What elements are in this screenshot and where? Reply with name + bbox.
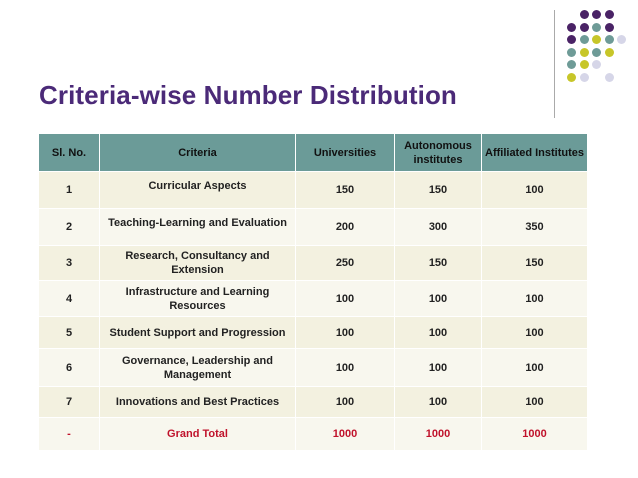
decorative-vertical-line bbox=[554, 10, 555, 118]
cell-criteria bbox=[100, 281, 296, 317]
cell-universities: 100 bbox=[296, 281, 395, 317]
decorative-dot bbox=[605, 23, 614, 32]
decorative-dot bbox=[567, 60, 576, 69]
cell-sl-no: - bbox=[39, 418, 100, 451]
decorative-dot bbox=[605, 73, 614, 82]
cell-criteria-label: Infrastructure and Learning Resources bbox=[125, 285, 270, 312]
table-row bbox=[39, 349, 588, 387]
cell-criteria bbox=[100, 246, 296, 281]
cell-criteria-label: Governance, Leadership and Management bbox=[122, 354, 273, 381]
decorative-dot bbox=[617, 35, 626, 44]
decorative-dot bbox=[605, 10, 614, 19]
table-row bbox=[39, 172, 588, 209]
decorative-dot bbox=[592, 60, 601, 69]
cell-affiliated: 150 bbox=[482, 246, 588, 281]
slide-title: Criteria-wise Number Distribution bbox=[39, 80, 457, 110]
table-row-grand-total bbox=[39, 418, 588, 451]
decorative-dot bbox=[580, 60, 589, 69]
header-autonomous-institutes bbox=[395, 134, 482, 172]
table-row bbox=[39, 209, 588, 246]
cell-sl-no: 5 bbox=[39, 317, 100, 349]
header-sl-no: Sl. No. bbox=[39, 134, 100, 172]
cell-universities: 150 bbox=[296, 172, 395, 209]
decorative-dot bbox=[592, 10, 601, 19]
decorative-dot bbox=[592, 23, 601, 32]
cell-affiliated: 350 bbox=[482, 209, 588, 246]
cell-autonomous: 1000 bbox=[395, 418, 482, 451]
table-row bbox=[39, 246, 588, 281]
decorative-dot bbox=[567, 35, 576, 44]
decorative-dot bbox=[592, 48, 601, 57]
header-criteria: Criteria bbox=[100, 134, 296, 172]
cell-universities: 1000 bbox=[296, 418, 395, 451]
cell-autonomous: 300 bbox=[395, 209, 482, 246]
cell-universities: 250 bbox=[296, 246, 395, 281]
cell-affiliated: 100 bbox=[482, 281, 588, 317]
cell-universities: 100 bbox=[296, 387, 395, 418]
cell-sl-no: 6 bbox=[39, 349, 100, 387]
header-affiliated-institutes: Affiliated Institutes bbox=[482, 134, 588, 172]
decorative-dot bbox=[605, 35, 614, 44]
header-autonomous-label: Autonomous institutes bbox=[404, 139, 472, 166]
decorative-dot bbox=[605, 48, 614, 57]
table-row bbox=[39, 317, 588, 349]
cell-criteria: Curricular Aspects bbox=[100, 172, 296, 209]
cell-universities: 100 bbox=[296, 349, 395, 387]
criteria-distribution-table bbox=[38, 133, 588, 451]
cell-affiliated: 1000 bbox=[482, 418, 588, 451]
decorative-dot bbox=[580, 10, 589, 19]
cell-criteria: Teaching-Learning and Evaluation bbox=[100, 209, 296, 246]
header-universities: Universities bbox=[296, 134, 395, 172]
decorative-dot bbox=[580, 48, 589, 57]
cell-autonomous: 100 bbox=[395, 281, 482, 317]
cell-affiliated: 100 bbox=[482, 349, 588, 387]
cell-universities: 100 bbox=[296, 317, 395, 349]
decorative-dot bbox=[580, 23, 589, 32]
cell-autonomous: 150 bbox=[395, 246, 482, 281]
cell-criteria: Innovations and Best Practices bbox=[100, 387, 296, 418]
cell-sl-no: 1 bbox=[39, 172, 100, 209]
cell-autonomous: 100 bbox=[395, 387, 482, 418]
table-header-row bbox=[39, 134, 588, 172]
cell-criteria-label: Research, Consultancy and Extension bbox=[125, 250, 270, 276]
cell-affiliated: 100 bbox=[482, 317, 588, 349]
cell-affiliated: 100 bbox=[482, 387, 588, 418]
table-row bbox=[39, 387, 588, 418]
decorative-dot bbox=[580, 73, 589, 82]
cell-sl-no: 4 bbox=[39, 281, 100, 317]
cell-autonomous: 150 bbox=[395, 172, 482, 209]
cell-criteria: Grand Total bbox=[100, 418, 296, 451]
decorative-dot bbox=[567, 48, 576, 57]
table-row bbox=[39, 281, 588, 317]
cell-sl-no: 7 bbox=[39, 387, 100, 418]
cell-autonomous: 100 bbox=[395, 349, 482, 387]
cell-autonomous: 100 bbox=[395, 317, 482, 349]
cell-criteria bbox=[100, 349, 296, 387]
cell-criteria: Student Support and Progression bbox=[100, 317, 296, 349]
decorative-dot bbox=[592, 35, 601, 44]
cell-sl-no: 3 bbox=[39, 246, 100, 281]
decorative-dot bbox=[567, 23, 576, 32]
decorative-dot bbox=[567, 73, 576, 82]
decorative-dot bbox=[580, 35, 589, 44]
cell-sl-no: 2 bbox=[39, 209, 100, 246]
cell-universities: 200 bbox=[296, 209, 395, 246]
cell-affiliated: 100 bbox=[482, 172, 588, 209]
